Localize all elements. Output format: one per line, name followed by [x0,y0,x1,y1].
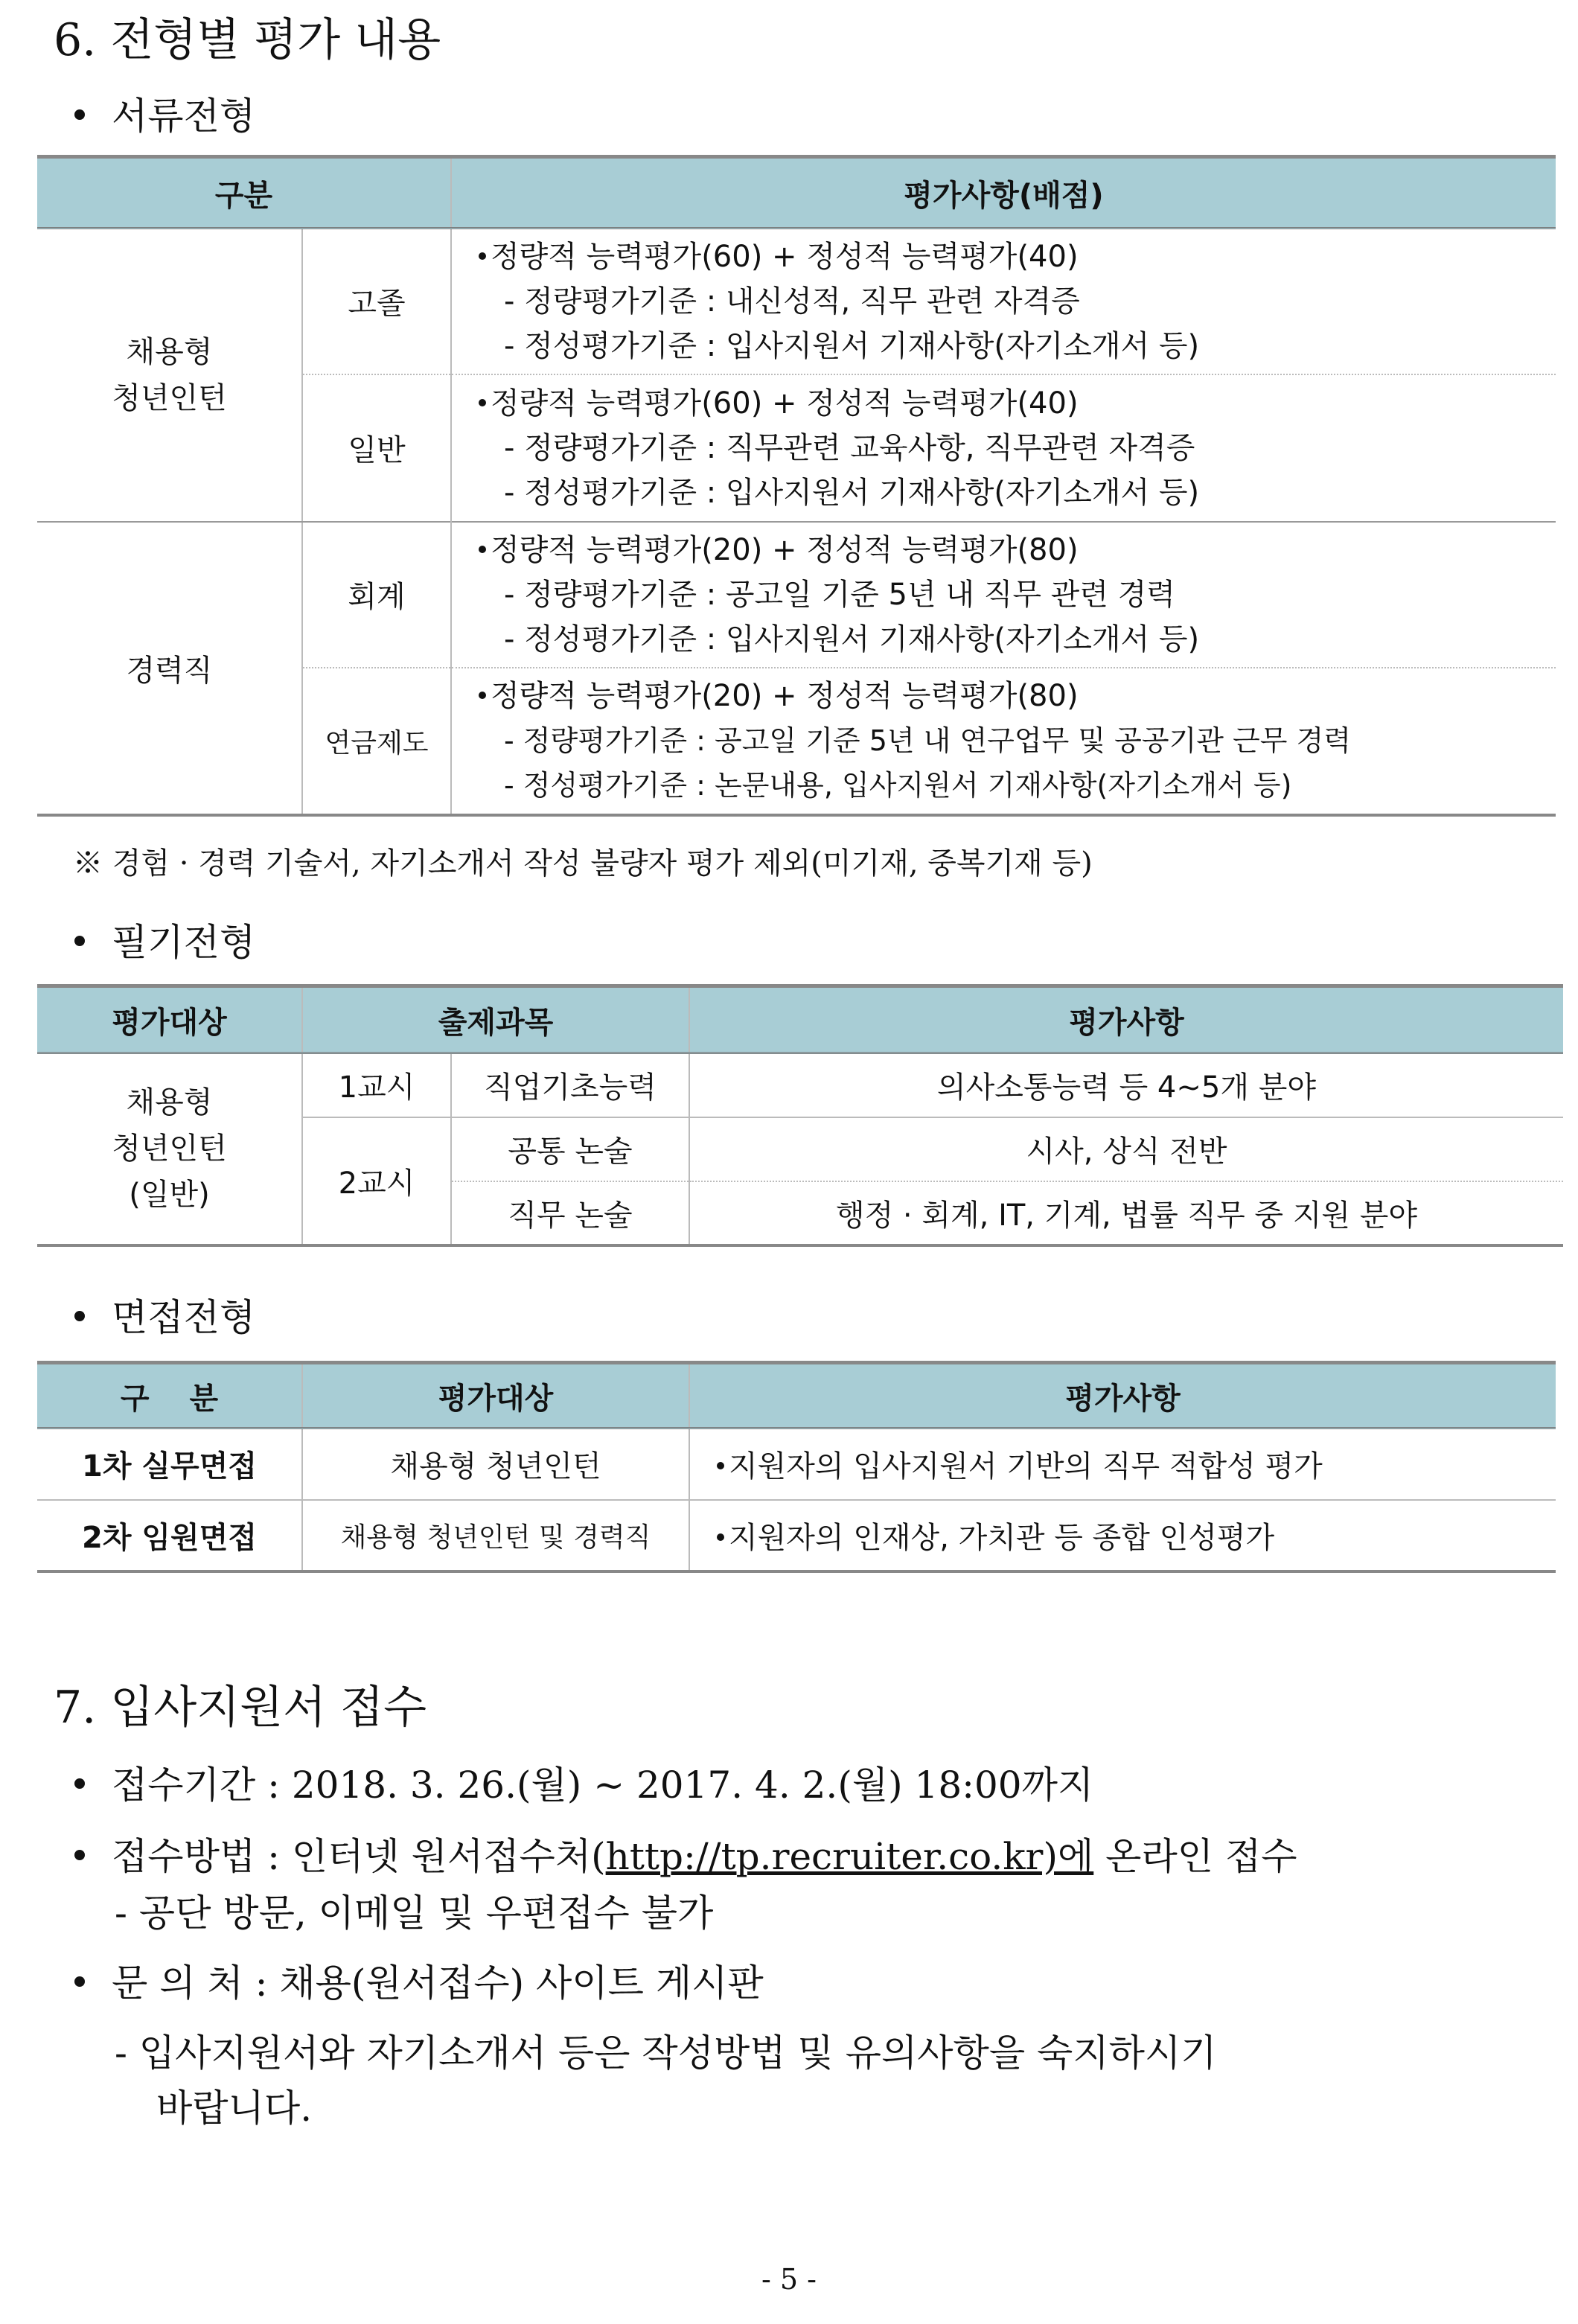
inquiry: 문 의 처 : 채용(원서접수) 사이트 게시판 [74,1953,764,2007]
col-header-content: 평가사항 [689,986,1563,1053]
application-period: 접수기간 : 2018. 3. 26.(월) ~ 2017. 4. 2.(월) 18:00까지 [74,1755,1093,1809]
evaluation-cell: 정량적 능력평가(60) + 정성적 능력평가(40) - 정량평가기준 : 내신성적, 직무 관련 자격증 - 정성평가기준 : 입사지원서 기재사항(자기소개서 등) [451,229,1556,374]
bullet-icon [479,546,486,553]
period-cell: 1교시 [302,1053,451,1117]
content-cell: 시사, 상식 전반 [1026,1134,1227,1169]
sub-category: 일반 [302,374,451,522]
bullet-icon [74,936,85,946]
bullet-icon [74,1778,85,1789]
sub-category: 고졸 [302,229,451,374]
sub-category: 연금제도 [302,668,451,815]
recruiter-link[interactable]: http://tp.recruiter.co.kr)에 [605,1835,1094,1878]
target-cell: 채용형 청년인턴 (일반) [37,1053,302,1245]
inquiry-note: - 입사지원서와 자기소개서 등은 작성방법 및 유의사항을 숙지하시기 [115,2031,1217,2075]
written-heading: 필기전형 [74,913,255,966]
subject-cell: 직무 논술 [451,1181,689,1245]
col-header-subject: 출제과목 [302,986,689,1053]
doc-screening-heading: 서류전형 [74,86,255,140]
doc-screening-note: ※ 경험 · 경력 기술서, 자기소개서 작성 불량자 평가 제외(미기재, 중복기재 등) [73,846,1093,881]
col-header-category: 구 분 [37,1363,302,1428]
evaluation-cell: 정량적 능력평가(60) + 정성적 능력평가(40) - 정량평가기준 : 직무관련 교육사항, 직무관련 자격증 - 정성평가기준 : 입사지원서 기재사항(자기소개서 등) [451,374,1556,522]
table-row [37,229,1556,374]
interview-content: 지원자의 입사지원서 기반의 직무 적합성 평가 [689,1428,1556,1500]
section6-title: 6. 전형별 평가 내용 [54,14,441,66]
interview-target: 채용형 청년인턴 [302,1428,689,1500]
interview-heading: 면접전형 [74,1288,255,1341]
table-row [37,522,1556,668]
bullet-icon [479,252,486,260]
interview-content: 지원자의 인재상, 가치관 등 종합 인성평가 [689,1500,1556,1571]
bullet-icon [479,692,486,699]
bullet-icon [479,399,486,406]
group-name: 경력직 [37,522,302,815]
content-cell: 의사소통능력 등 4~5개 분야 [937,1070,1316,1105]
written-exam-table [37,984,1563,1247]
period-cell: 2교시 [302,1117,451,1245]
section7-title: 7. 입사지원서 접수 [54,1682,427,1734]
col-header-target: 평가대상 [302,1363,689,1428]
subject-cell: 직업기초능력 [451,1053,689,1117]
interview-table [37,1361,1556,1573]
bullet-icon [74,1976,85,1987]
table-row [37,1428,1556,1500]
subject-cell: 공통 논술 [451,1117,689,1181]
col-header-evaluation: 평가사항(배점) [451,157,1556,229]
doc-screening-table [37,155,1556,817]
group-name: 채용형 청년인턴 [37,229,302,522]
sub-category: 회계 [302,522,451,668]
bullet-icon [717,1533,724,1541]
col-header-category: 구분 [37,157,451,229]
table-row [37,1053,1563,1117]
table-row [37,1500,1556,1571]
bullet-icon [74,1311,85,1321]
interview-name: 2차 임원면접 [37,1500,302,1571]
content-cell: 행정 · 회계, IT, 기계, 법률 직무 중 지원 분야 [835,1198,1418,1233]
method-note: - 공단 방문, 이메일 및 우편접수 불가 [115,1892,714,1935]
interview-name: 1차 실무면접 [37,1428,302,1500]
col-header-content: 평가사항 [689,1363,1556,1428]
bullet-icon [74,1850,85,1860]
inquiry-note-continued: 바랍니다. [156,2087,313,2130]
evaluation-cell: 정량적 능력평가(20) + 정성적 능력평가(80) - 정량평가기준 : 공고일 기준 5년 내 직무 관련 경력 - 정성평가기준 : 입사지원서 기재사항(자기소개서 등) [451,522,1556,668]
evaluation-cell: 정량적 능력평가(20) + 정성적 능력평가(80) - 정량평가기준 : 공고일 기준 5년 내 연구업무 및 공공기관 근무 경력 - 정성평가기준 : 논문내용, 입사지원서 기재사항(자기소개서 등) [451,668,1556,815]
bullet-icon [717,1462,724,1469]
page-number: - 5 - [761,2263,817,2296]
bullet-icon [74,109,85,120]
application-method: 접수방법 : 인터넷 원서접수처(http://tp.recruiter.co.kr)에 온라인 접수 [74,1827,1297,1880]
col-header-target: 평가대상 [37,986,302,1053]
interview-target: 채용형 청년인턴 및 경력직 [302,1500,689,1571]
